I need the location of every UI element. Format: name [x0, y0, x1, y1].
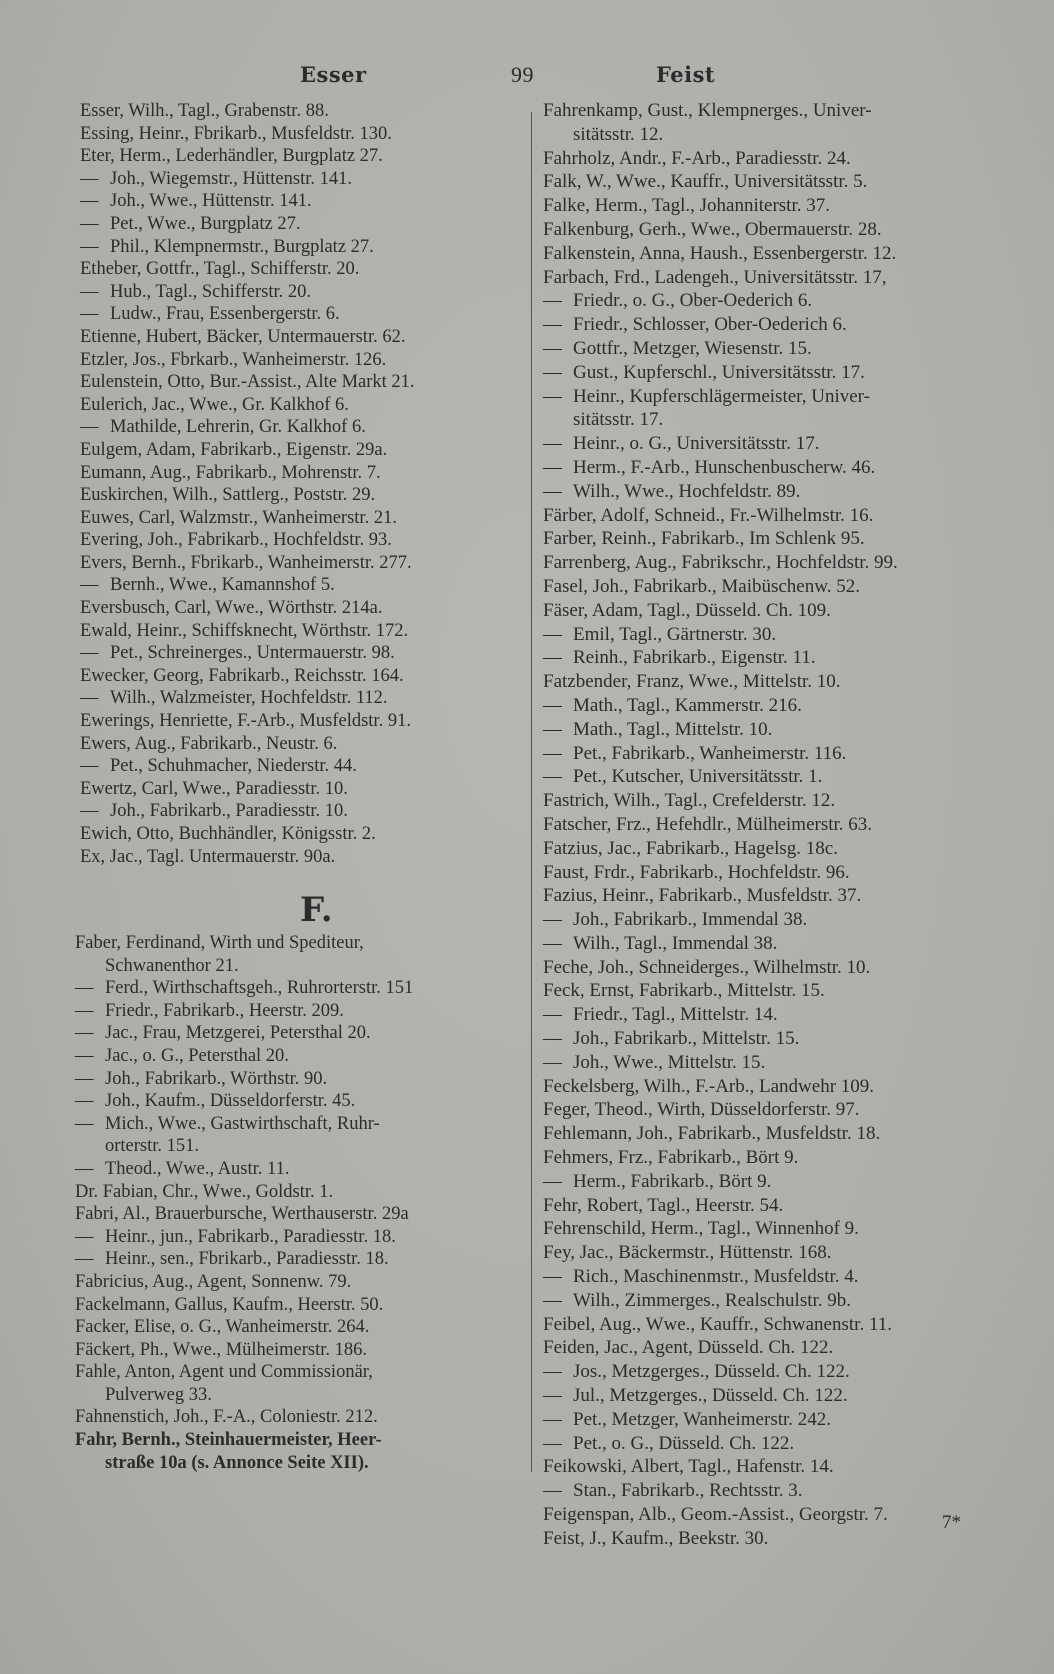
entry-text: Jac., Frau, Metzgerei, Petersthal 20. [105, 1023, 371, 1044]
entry-text: Eversbusch, Carl, Wwe., Wörthstr. 214a. [80, 598, 383, 619]
sub-entry-line [80, 303, 520, 326]
ditto-dash: — [543, 1028, 562, 1050]
entry-text: Essing, Heinr., Fbrikarb., Musfeldstr. 130. [80, 123, 392, 144]
entry-text: Fastrich, Wilh., Tagl., Crefelderstr. 12. [543, 790, 836, 812]
entry-text: Eulenstein, Otto, Bur.-Assist., Alte Markt 21. [80, 372, 415, 393]
directory-entry [543, 789, 1023, 813]
entry-text: Feger, Theod., Wirth, Düsseldorferstr. 97. [543, 1099, 860, 1121]
sub-entry-line [543, 932, 1023, 956]
entry-text: orterstr. 151. [105, 1136, 200, 1157]
entry-text: Joh., Wiegemstr., Hüttenstr. 141. [110, 168, 352, 189]
directory-entry [543, 218, 1023, 242]
directory-entry [75, 1339, 520, 1362]
ditto-dash: — [543, 742, 562, 764]
directory-entry [80, 597, 520, 620]
entry-text: Esser, Wilh., Tagl., Grabenstr. 88. [80, 101, 329, 121]
entry-text: Facker, Elise, o. G., Wanheimerstr. 264. [75, 1317, 370, 1338]
entry-text: Ewich, Otto, Buchhändler, Königsstr. 2. [80, 824, 376, 844]
sub-entry-line [75, 1022, 520, 1045]
directory-entry [75, 1271, 520, 1294]
sub-entry-line [543, 456, 1023, 480]
directory-entry [80, 733, 520, 756]
entry-text: Fey, Jac., Bäckermstr., Hüttenstr. 168. [543, 1242, 832, 1264]
sub-entry-line [543, 1027, 1023, 1051]
entry-text: Ewecker, Georg, Fabrikarb., Reichsstr. 164. [80, 665, 404, 686]
directory-entry [75, 1316, 520, 1339]
sub-entry-line [543, 313, 1023, 337]
entry-text: Eulerich, Jac., Wwe., Gr. Kalkhof 6. [80, 394, 349, 415]
entry-text: Falke, Herm., Tagl., Johanniterstr. 37. [543, 195, 830, 217]
entry-text: Evering, Joh., Fabrikarb., Hochfeldstr. 93. [80, 530, 392, 551]
entry-text: Faust, Frdr., Fabrikarb., Hochfeldstr. 96. [543, 861, 850, 883]
entry-text: Wilh., Walzmeister, Hochfeldstr. 112. [110, 688, 388, 709]
ditto-dash: — [543, 1289, 562, 1311]
entry-text: Friedr., Tagl., Mittelstr. 14. [573, 1004, 778, 1026]
directory-entry [80, 394, 520, 417]
directory-entry [80, 484, 520, 507]
directory-entry [80, 145, 520, 168]
sub-entry-line [80, 755, 520, 778]
sub-entry-line [75, 1113, 520, 1136]
entry-text: Reinh., Fabrikarb., Eigenstr. 11. [573, 647, 816, 669]
entry-text: Ferd., Wirthschaftsgeh., Ruhrorterstr. 151 [105, 978, 414, 999]
entry-text: straße 10a (s. Annonce Seite XII). [105, 1452, 369, 1473]
entry-text: Fabri, Al., Brauerbursche, Werthauserstr. 29a [75, 1204, 409, 1225]
entry-text: Etzler, Jos., Fbrkarb., Wanheimerstr. 126. [80, 349, 387, 370]
entry-text: Pet., Metzger, Wanheimerstr. 242. [573, 1408, 832, 1430]
directory-entry [80, 326, 520, 349]
entry-text: Färber, Adolf, Schneid., Fr.-Wilhelmstr. 16. [543, 504, 874, 526]
ditto-dash: — [80, 236, 99, 257]
entry-text: Feikowski, Albert, Tagl., Hafenstr. 14. [543, 1456, 834, 1478]
ditto-dash: — [80, 281, 99, 302]
entry-continuation-line [543, 408, 1023, 432]
directory-entry [80, 823, 520, 846]
directory-entry [543, 551, 1023, 575]
entry-text: Farrenberg, Aug., Fabrikschr., Hochfeldstr. 99. [543, 552, 898, 574]
entry-text: Heinr., Kupferschlägermeister, Univer- [573, 385, 870, 407]
entry-text: Friedr., Schlosser, Ober-Oederich 6. [573, 314, 847, 336]
directory-entry [75, 1294, 520, 1317]
directory-entry [75, 1429, 520, 1452]
entry-text: Jul., Metzgerges., Düsseld. Ch. 122. [573, 1385, 848, 1407]
ditto-dash: — [75, 1091, 94, 1112]
entry-text: Schwanenthor 21. [105, 955, 239, 976]
entry-text: Friedr., Fabrikarb., Heerstr. 209. [105, 1000, 344, 1021]
sub-entry-line [543, 1360, 1023, 1384]
entry-text: Fehr, Robert, Tagl., Heerstr. 54. [543, 1194, 784, 1216]
entry-text: Joh., Fabrikarb., Paradiesstr. 10. [110, 801, 348, 822]
ditto-dash: — [543, 480, 562, 502]
ditto-dash: — [543, 932, 562, 954]
directory-entry [543, 1194, 1023, 1218]
sub-entry-line [75, 1068, 520, 1091]
entry-text: Eumann, Aug., Fabrikarb., Mohrenstr. 7. [80, 462, 381, 483]
ditto-dash: — [543, 361, 562, 383]
ditto-dash: — [543, 1432, 562, 1454]
sub-entry-line [75, 1158, 520, 1181]
sub-entry-line [543, 1051, 1023, 1075]
entry-text: Gottfr., Metzger, Wiesenstr. 15. [573, 337, 812, 359]
entry-text: Gust., Kupferschl., Universitätsstr. 17. [573, 361, 865, 383]
entry-text: sitätsstr. 17. [573, 409, 664, 431]
entry-text: Phil., Klempnermstr., Burgplatz 27. [110, 236, 374, 257]
entry-text: Falk, W., Wwe., Kauffr., Universitätsstr. 5. [543, 171, 868, 193]
entry-text: Herm., Fabrikarb., Bört 9. [573, 1170, 772, 1192]
sub-entry-line [543, 623, 1023, 647]
sub-entry-line [75, 1090, 520, 1113]
entry-text: Pet., Wwe., Burgplatz 27. [110, 213, 301, 234]
signature-mark: 7* [942, 1512, 961, 1533]
ditto-dash: — [75, 1113, 94, 1134]
directory-entry [543, 527, 1023, 551]
entry-text: Fahrholz, Andr., F.-Arb., Paradiesstr. 24. [543, 147, 851, 169]
sub-entry-line [543, 908, 1023, 932]
section-letter-heading: F. [300, 890, 333, 930]
sub-entry-line [80, 281, 520, 304]
entry-text: Herm., F.-Arb., Hunschenbuscherw. 46. [573, 456, 876, 478]
ditto-dash: — [75, 1000, 94, 1021]
directory-entry [543, 1146, 1023, 1170]
directory-entry [543, 1336, 1023, 1360]
entry-text: Joh., Fabrikarb., Immendal 38. [573, 909, 808, 931]
entry-continuation-line [75, 1452, 520, 1475]
directory-entry [543, 956, 1023, 980]
entry-text: Fasel, Joh., Fabrikarb., Maibüschenw. 52. [543, 575, 860, 597]
entry-text: Eulgem, Adam, Fabrikarb., Eigenstr. 29a. [80, 439, 388, 460]
directory-entry [543, 837, 1023, 861]
ditto-dash: — [543, 1408, 562, 1430]
sub-entry-line [80, 416, 520, 439]
sub-entry-line [75, 1000, 520, 1023]
directory-entry [543, 194, 1023, 218]
directory-entry [75, 1406, 520, 1429]
entry-text: Euskirchen, Wilh., Sattlerg., Poststr. 29. [80, 485, 376, 506]
entry-text: Pet., Kutscher, Universitätsstr. 1. [573, 766, 823, 788]
sub-entry-line [543, 1170, 1023, 1194]
entry-continuation-line [75, 955, 520, 978]
sub-entry-line [75, 977, 520, 1000]
entry-text: Fäckert, Ph., Wwe., Mülheimerstr. 186. [75, 1339, 368, 1360]
ditto-dash: — [543, 1480, 562, 1502]
directory-entry [543, 575, 1023, 599]
ditto-dash: — [75, 1158, 94, 1179]
entry-text: Fahr, Bernh., Steinhauermeister, Heer- [75, 1430, 382, 1451]
entry-text: Evers, Bernh., Fbrikarb., Wanheimerstr. 277. [80, 552, 412, 573]
sub-entry-line [543, 694, 1023, 718]
directory-entry [75, 1181, 520, 1204]
entry-text: Friedr., o. G., Ober-Oederich 6. [573, 290, 813, 312]
sub-entry-line [543, 289, 1023, 313]
directory-entry [80, 552, 520, 575]
sub-entry-line [543, 1479, 1023, 1503]
entry-text: Jac., o. G., Petersthal 20. [105, 1045, 289, 1066]
entry-text: Jos., Metzgerges., Düsseld. Ch. 122. [573, 1361, 850, 1383]
entry-text: Falkenburg, Gerh., Wwe., Obermauerstr. 28. [543, 218, 882, 240]
ditto-dash: — [80, 801, 99, 822]
ditto-dash: — [543, 909, 562, 931]
entry-text: Pet., Schuhmacher, Niederstr. 44. [110, 756, 357, 777]
right-column-entries [543, 99, 1023, 1551]
entry-text: Fatscher, Frz., Hefehdlr., Mülheimerstr. 63. [543, 813, 873, 835]
entry-text: Math., Tagl., Kammerstr. 216. [573, 694, 802, 716]
sub-entry-line [80, 190, 520, 213]
entry-text: Fehmers, Frz., Fabrikarb., Bört 9. [543, 1147, 799, 1169]
entry-text: Fahrenkamp, Gust., Klempnerges., Univer- [543, 100, 872, 121]
entry-text: Farber, Reinh., Fabrikarb., Im Schlenk 95. [543, 528, 865, 550]
ditto-dash: — [543, 623, 562, 645]
entry-text: Feiden, Jac., Agent, Düsseld. Ch. 122. [543, 1337, 834, 1359]
entry-text: Joh., Kaufm., Düsseldorferstr. 45. [105, 1091, 356, 1112]
left-running-head: Esser [300, 62, 367, 87]
entry-text: Fehlemann, Joh., Fabrikarb., Musfeldstr. 18. [543, 1123, 881, 1145]
entry-text: Fehrenschild, Herm., Tagl., Winnenhof 9. [543, 1218, 859, 1240]
ditto-dash: — [80, 213, 99, 234]
page-number: 99 [511, 62, 534, 87]
entry-text: Fatzius, Jac., Fabrikarb., Hagelsg. 18c. [543, 837, 838, 859]
sub-entry-line [80, 800, 520, 823]
ditto-dash: — [543, 337, 562, 359]
directory-entry [543, 813, 1023, 837]
entry-continuation-line [543, 123, 1023, 147]
ditto-dash: — [80, 688, 99, 709]
ditto-dash: — [543, 1051, 562, 1073]
sub-entry-line [75, 1045, 520, 1068]
ditto-dash: — [543, 290, 562, 312]
left-column-f-entries [75, 932, 520, 1474]
entry-text: Etheber, Gottfr., Tagl., Schifferstr. 20. [80, 259, 360, 280]
directory-entry [543, 670, 1023, 694]
directory-entry [75, 1361, 520, 1384]
ditto-dash: — [80, 575, 99, 596]
sub-entry-line [543, 1408, 1023, 1432]
column-divider [531, 112, 532, 1472]
entry-text: Pet., o. G., Düsseld. Ch. 122. [573, 1432, 795, 1454]
entry-text: Mathilde, Lehrerin, Gr. Kalkhof 6. [110, 417, 366, 438]
entry-text: Hub., Tagl., Schifferstr. 20. [110, 281, 311, 302]
sub-entry-line [543, 646, 1023, 670]
entry-text: Ewald, Heinr., Schiffsknecht, Wörthstr. 172. [80, 620, 409, 641]
ditto-dash: — [80, 304, 99, 325]
directory-entry [80, 123, 520, 146]
entry-text: Math., Tagl., Mittelstr. 10. [573, 718, 773, 740]
entry-text: Theod., Wwe., Austr. 11. [105, 1158, 290, 1179]
directory-entry [75, 1203, 520, 1226]
directory-entry [80, 371, 520, 394]
left-column-e-entries [80, 100, 520, 868]
entry-text: Farbach, Frd., Ladengeh., Universitätsstr. 17, [543, 266, 887, 288]
directory-entry [543, 1075, 1023, 1099]
ditto-dash: — [75, 1226, 94, 1247]
sub-entry-line [543, 1289, 1023, 1313]
directory-entry [543, 242, 1023, 266]
directory-entry [80, 778, 520, 801]
ditto-dash: — [543, 647, 562, 669]
entry-text: Feigenspan, Alb., Geom.-Assist., Georgstr. 7. [543, 1504, 888, 1526]
entry-text: Ewers, Aug., Fabrikarb., Neustr. 6. [80, 733, 338, 754]
directory-entry [543, 1241, 1023, 1265]
directory-entry [543, 1217, 1023, 1241]
directory-entry [80, 462, 520, 485]
sub-entry-line [80, 236, 520, 259]
ditto-dash: — [80, 168, 99, 189]
entry-text: Fabricius, Aug., Agent, Sonnenw. 79. [75, 1271, 352, 1292]
entry-text: Pet., Schreinerges., Untermauerstr. 98. [110, 643, 395, 664]
ditto-dash: — [543, 456, 562, 478]
ditto-dash: — [543, 433, 562, 455]
ditto-dash: — [543, 1266, 562, 1288]
sub-entry-line [543, 1265, 1023, 1289]
entry-text: Joh., Wwe., Hüttenstr. 141. [110, 191, 312, 212]
directory-entry [80, 665, 520, 688]
entry-text: Joh., Fabrikarb., Wörthstr. 90. [105, 1068, 328, 1089]
entry-text: Mich., Wwe., Gastwirthschaft, Ruhr- [105, 1113, 380, 1134]
ditto-dash: — [543, 1004, 562, 1026]
directory-entry [543, 170, 1023, 194]
directory-entry [543, 1455, 1023, 1479]
entry-text: Faber, Ferdinand, Wirth und Spediteur, [75, 933, 364, 953]
ditto-dash: — [80, 191, 99, 212]
right-running-head: Feist [656, 62, 716, 87]
entry-text: Feibel, Aug., Wwe., Kauffr., Schwanenstr. 11. [543, 1313, 892, 1335]
ditto-dash: — [75, 978, 94, 999]
sub-entry-line [543, 1003, 1023, 1027]
entry-text: Stan., Fabrikarb., Rechtsstr. 3. [573, 1480, 803, 1502]
ditto-dash: — [543, 385, 562, 407]
sub-entry-line [80, 642, 520, 665]
ditto-dash: — [80, 417, 99, 438]
directory-entry [80, 710, 520, 733]
directory-entry [80, 258, 520, 281]
entry-text: Dr. Fabian, Chr., Wwe., Goldstr. 1. [75, 1181, 334, 1202]
entry-text: Rich., Maschinenmstr., Musfeldstr. 4. [573, 1266, 859, 1288]
ditto-dash: — [80, 643, 99, 664]
directory-entry [80, 349, 520, 372]
ditto-dash: — [80, 756, 99, 777]
sub-entry-line [80, 213, 520, 236]
entry-text: Etienne, Hubert, Bäcker, Untermauerstr. 62. [80, 326, 406, 347]
sub-entry-line [543, 361, 1023, 385]
entry-text: sitätsstr. 12. [573, 123, 664, 145]
directory-entry [80, 620, 520, 643]
ditto-dash: — [543, 718, 562, 740]
entry-continuation-line [75, 1135, 520, 1158]
ditto-dash: — [75, 1023, 94, 1044]
sub-entry-line [543, 1384, 1023, 1408]
sub-entry-line [543, 480, 1023, 504]
ditto-dash: — [543, 314, 562, 336]
directory-entry [80, 529, 520, 552]
sub-entry-line [75, 1248, 520, 1271]
sub-entry-line [543, 337, 1023, 361]
ditto-dash: — [75, 1249, 94, 1270]
entry-text: Wilh., Wwe., Hochfeldstr. 89. [573, 480, 801, 502]
sub-entry-line [543, 765, 1023, 789]
entry-text: Heinr., jun., Fabrikarb., Paradiesstr. 18. [105, 1226, 396, 1247]
ditto-dash: — [543, 766, 562, 788]
directory-entry [543, 1122, 1023, 1146]
sub-entry-line [75, 1226, 520, 1249]
directory-entry [75, 932, 520, 955]
ditto-dash: — [543, 1170, 562, 1192]
entry-text: Eter, Herm., Lederhändler, Burgplatz 27. [80, 146, 383, 167]
sub-entry-line [543, 432, 1023, 456]
sub-entry-line [543, 718, 1023, 742]
directory-entry [80, 100, 520, 123]
directory-entry [80, 846, 520, 869]
entry-text: Fackelmann, Gallus, Kaufm., Heerstr. 50. [75, 1294, 384, 1315]
entry-text: Ex, Jac., Tagl. Untermauerstr. 90a. [80, 846, 336, 867]
directory-entry [543, 861, 1023, 885]
ditto-dash: — [543, 1385, 562, 1407]
entry-text: Fatzbender, Franz, Wwe., Mittelstr. 10. [543, 671, 841, 693]
ditto-dash: — [75, 1068, 94, 1089]
entry-text: Feckelsberg, Wilh., F.-Arb., Landwehr 109. [543, 1075, 875, 1097]
entry-text: Ewertz, Carl, Wwe., Paradiesstr. 10. [80, 778, 348, 799]
entry-text: Euwes, Carl, Walzmstr., Wanheimerstr. 21. [80, 507, 397, 528]
entry-text: Bernh., Wwe., Kamannshof 5. [110, 575, 335, 596]
entry-text: Wilh., Zimmerges., Realschulstr. 9b. [573, 1289, 852, 1311]
directory-entry [543, 266, 1023, 290]
entry-text: Pulverweg 33. [105, 1384, 212, 1405]
entry-text: Heinr., o. G., Universitätsstr. 17. [573, 433, 820, 455]
entry-text: Fazius, Heinr., Fabrikarb., Musfeldstr. 37. [543, 885, 862, 907]
entry-text: Feist, J., Kaufm., Beekstr. 30. [543, 1527, 769, 1549]
directory-entry [80, 507, 520, 530]
directory-entry [543, 504, 1023, 528]
entry-text: Ewerings, Henriette, F.-Arb., Musfeldstr. 91. [80, 711, 411, 732]
sub-entry-line [80, 574, 520, 597]
directory-entry [543, 979, 1023, 1003]
directory-entry [543, 599, 1023, 623]
entry-text: Falkenstein, Anna, Haush., Essenbergerstr. 12. [543, 242, 897, 264]
sub-entry-line [543, 742, 1023, 766]
ditto-dash: — [543, 1361, 562, 1383]
entry-text: Wilh., Tagl., Immendal 38. [573, 932, 778, 954]
sub-entry-line [80, 687, 520, 710]
entry-text: Emil, Tagl., Gärtnerstr. 30. [573, 623, 777, 645]
entry-text: Joh., Fabrikarb., Mittelstr. 15. [573, 1028, 800, 1050]
entry-text: Fäser, Adam, Tagl., Düsseld. Ch. 109. [543, 599, 831, 621]
entry-text: Feck, Ernst, Fabrikarb., Mittelstr. 15. [543, 980, 825, 1002]
entry-continuation-line [75, 1384, 520, 1407]
entry-text: Pet., Fabrikarb., Wanheimerstr. 116. [573, 742, 847, 764]
sub-entry-line [543, 1432, 1023, 1456]
directory-entry [543, 99, 1023, 123]
entry-text: Fahle, Anton, Agent und Commissionär, [75, 1362, 373, 1383]
directory-entry [80, 439, 520, 462]
entry-text: Fahnenstich, Joh., F.-A., Coloniestr. 212. [75, 1407, 378, 1428]
directory-entry [543, 1098, 1023, 1122]
entry-text: Joh., Wwe., Mittelstr. 15. [573, 1051, 766, 1073]
entry-text: Heinr., sen., Fbrikarb., Paradiesstr. 18. [105, 1249, 389, 1270]
ditto-dash: — [75, 1045, 94, 1066]
directory-entry [543, 884, 1023, 908]
entry-text: Feche, Joh., Schneiderges., Wilhelmstr. 10. [543, 956, 871, 978]
sub-entry-line [80, 168, 520, 191]
entry-text: Ludw., Frau, Essenbergerstr. 6. [110, 304, 340, 325]
directory-entry [543, 147, 1023, 171]
ditto-dash: — [543, 694, 562, 716]
sub-entry-line [543, 385, 1023, 409]
directory-entry [543, 1313, 1023, 1337]
